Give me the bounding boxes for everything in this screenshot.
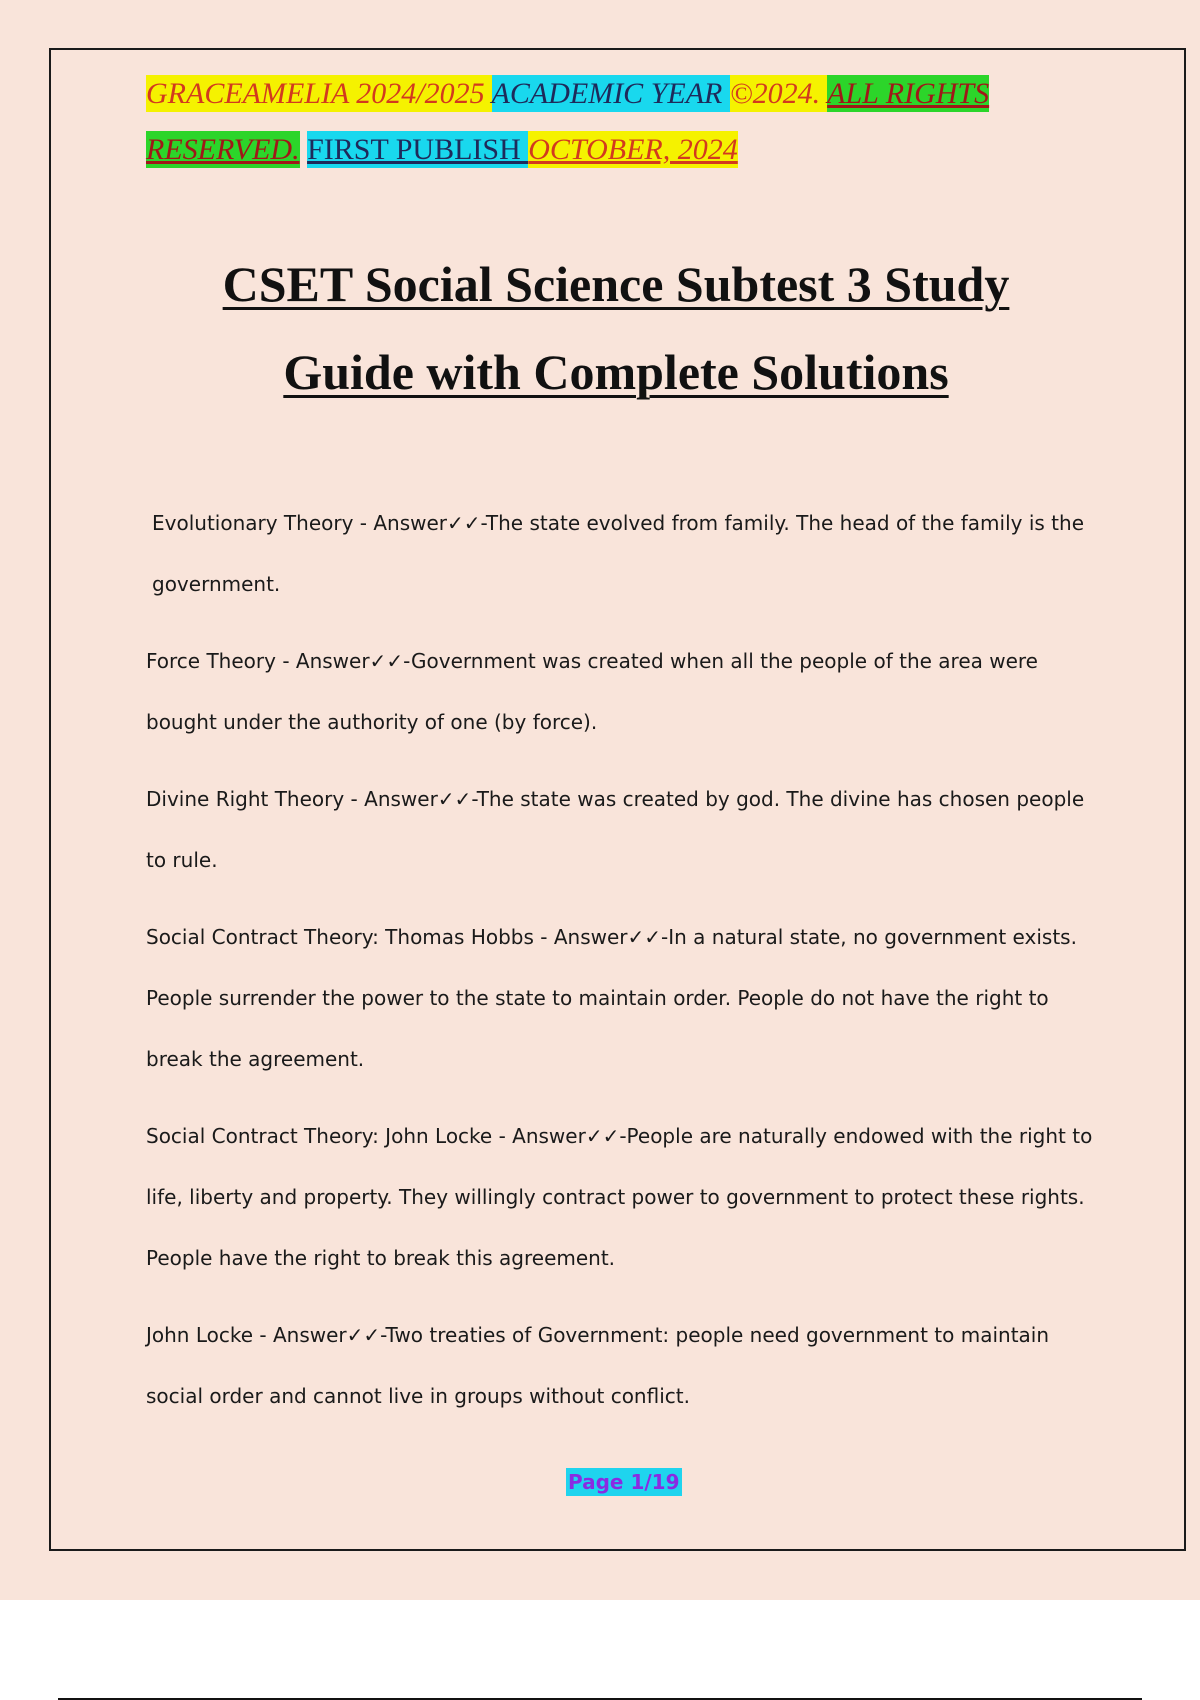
page-number: Page 1/19 [568,1470,680,1494]
study-entries [146,493,1106,1443]
entry-social-contract-locke: Social Contract Theory: John Locke - Answer✓✓-People are naturally endowed with the right to life, liberty and property. They willingly contract power to government to protect these rights. People have the right to break this agreement. [146,1124,1093,1270]
header-copyright: ©2024. [729,77,828,110]
title-line-2: Guide with Complete Solutions [283,344,949,400]
header-rights-reserved: ALL RIGHTS RESERVED. [146,77,990,166]
header-space [300,131,308,168]
entry-force-theory: Force Theory - Answer✓✓-Government was created when all the people of the area were bought under the authority of one (by force). [146,649,1038,734]
header-first-publish: FIRST PUBLISH [307,133,529,166]
document-title [96,240,1136,416]
entry-divine-right-theory: Divine Right Theory - Answer✓✓-The state was created by god. The divine has chosen people to rule. [146,787,1085,872]
header-publish-date: OCTOBER, 2024 [528,133,738,166]
copyright-header [146,66,1096,178]
entry-john-locke: John Locke - Answer✓✓-Two treaties of Government: people need government to maintain social order and cannot live in groups without conflict. [146,1323,1050,1408]
header-academic-year: ACADEMIC YEAR [491,77,730,110]
header-author-year: GRACEAMELIA 2024/2025 [146,77,492,110]
entry-social-contract-hobbs: Social Contract Theory: Thomas Hobbs - Answer✓✓-In a natural state, no government exists. People surrender the power to the state to maintain order. People do not have the right to break the agreement. [146,925,1077,1071]
entry-evolutionary-theory: Evolutionary Theory - Answer✓✓-The state evolved from family. The head of the family is the government. [152,511,1085,596]
title-line-1: CSET Social Science Subtest 3 Study [222,256,1010,312]
